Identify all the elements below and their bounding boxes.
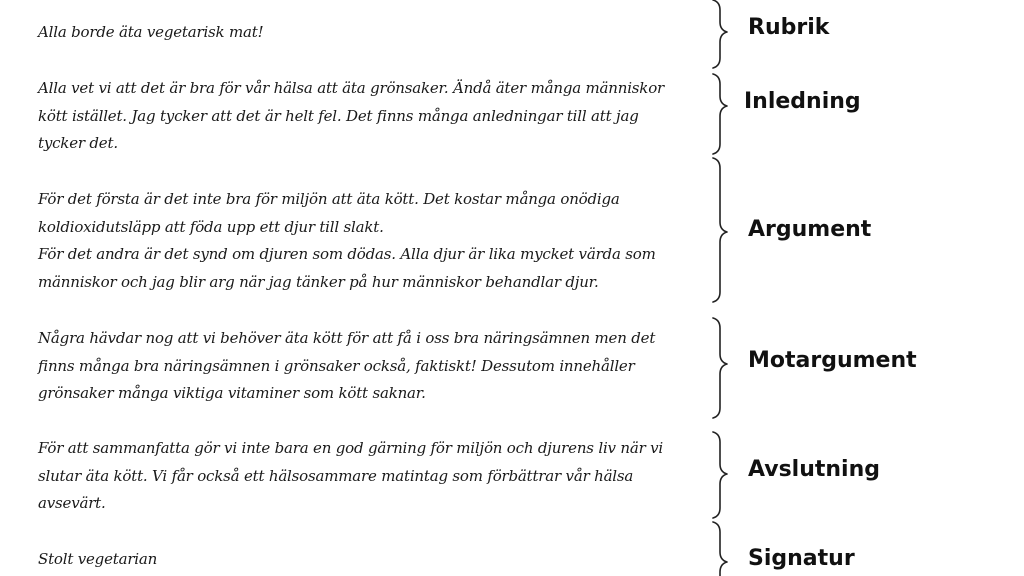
brace-motargument [713, 318, 727, 418]
brace-argument [713, 158, 727, 302]
argument-line-4: människor och jag blir arg när jag tänker på hur människor behandlar djur. [38, 272, 599, 291]
brace-inledning [713, 74, 727, 154]
label-rubrik: Rubrik [748, 15, 830, 40]
label-argument: Argument [748, 217, 872, 242]
argument-line-3: För det andra är det synd om djuren som dödas. Alla djur är lika mycket värda som [38, 245, 656, 263]
brace-rubrik [713, 0, 727, 68]
conclusion-line-1: För att sammanfatta gör vi inte bara en god gärning för miljön och djurens liv när vi [38, 439, 664, 457]
brace-avslutning [713, 432, 727, 518]
counterargument-line-3: grönsaker många viktiga vitaminer som kött saknar. [38, 384, 426, 402]
intro-line-1: Alla vet vi att det är bra för vår hälsa att äta grönsaker. Ändå äter många människor [38, 79, 665, 97]
label-avslutning: Avslutning [748, 457, 881, 482]
brace-signatur [713, 522, 727, 576]
signature-line: Stolt vegetarian [38, 550, 158, 568]
intro-line-2: kött istället. Jag tycker att det är helt fel. Det finns många anledningar till att jag [38, 106, 639, 125]
counterargument-line-2: finns många bra näringsämnen i grönsaker också, faktiskt! Dessutom innehåller [38, 356, 635, 375]
conclusion-line-2: slutar äta kött. Vi får också ett hälsosammare matintag som förbättrar vår hälsa [38, 466, 634, 485]
argument-line-1: För det första är det inte bra för miljön att äta kött. Det kostar många onödiga [38, 190, 620, 208]
intro-line-3: tycker det. [38, 134, 118, 152]
label-signatur: Signatur [748, 546, 855, 571]
label-inledning: Inledning [744, 89, 861, 114]
title-line: Alla borde äta vegetarisk mat! [38, 23, 264, 41]
counterargument-line-1: Några hävdar nog att vi behöver äta kött för att få i oss bra näringsämnen men det [38, 329, 656, 347]
argument-line-2: koldioxidutsläpp att föda upp ett djur till slakt. [38, 217, 384, 236]
label-motargument: Motargument [748, 348, 917, 373]
conclusion-line-3: avsevärt. [38, 494, 106, 512]
